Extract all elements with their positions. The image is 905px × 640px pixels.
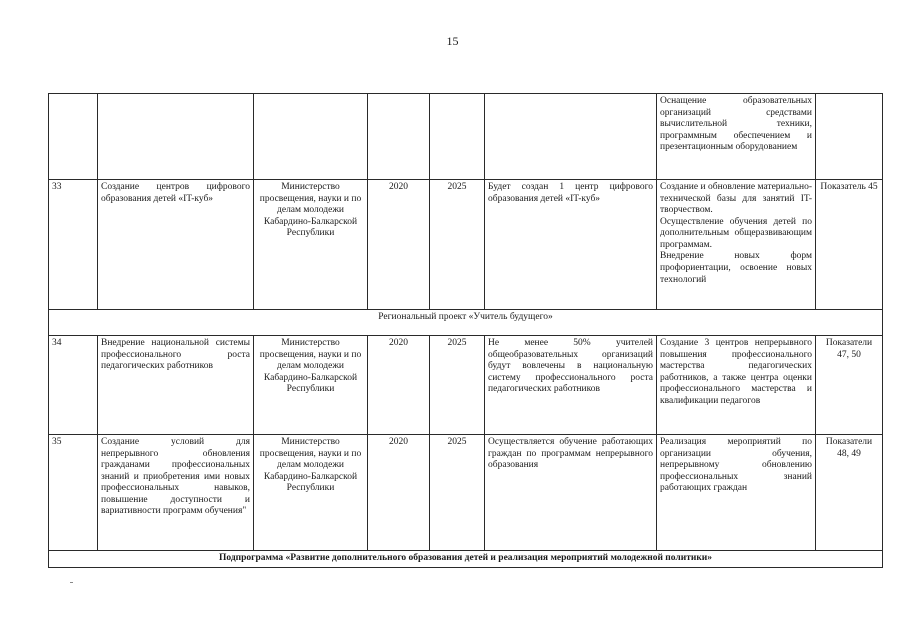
page-number: 15	[446, 34, 459, 48]
cell-result	[485, 94, 657, 180]
cell-name: Внедрение национальной системы профессионального роста педагогических работников	[98, 336, 254, 435]
cell-num: 34	[49, 336, 98, 435]
cell-indicator: Показатели 47, 50	[816, 336, 883, 435]
cell-measures	[657, 180, 816, 310]
cell-result: Будет создан 1 центр цифрового образования детей «IT-куб»	[485, 180, 657, 310]
cell-executor	[254, 94, 368, 180]
cell-start-year: 2020	[368, 180, 430, 310]
cell-start-year	[368, 94, 430, 180]
measure-paragraph: Внедрение новых форм профориентации, освоение новых технологий	[660, 251, 812, 285]
cell-measures: Реализация мероприятий по организации обучения, непрерывному обновлению профессиональных знаний работающих граждан	[657, 435, 816, 551]
cell-num	[49, 94, 98, 180]
section-row-subprogram	[49, 551, 883, 568]
cell-name	[98, 94, 254, 180]
cell-end-year: 2025	[430, 336, 485, 435]
cell-start-year: 2020	[368, 435, 430, 551]
regional-project-title: Региональный проект «Учитель будущего»	[49, 310, 883, 336]
cell-end-year: 2025	[430, 435, 485, 551]
cell-measures: Оснащение образовательных организаций средствами вычислительной техники, программным обеспечением и презентационным оборудованием	[657, 94, 816, 180]
cell-indicator: Показатель 45	[816, 180, 883, 310]
table-row-continued	[49, 94, 883, 180]
cell-result: Не менее 50% учителей общеобразовательных организаций будут вовлечены в национальную систему профессионального роста педагогических работников	[485, 336, 657, 435]
cell-measures: Создание 3 центров непрерывного повышения профессионального мастерства педагогических работников, а также центра оценки профессионального мастерства и квалификации педагогов	[657, 336, 816, 435]
cell-num: 33	[49, 180, 98, 310]
cell-indicator: Показатели 48, 49	[816, 435, 883, 551]
scan-artifact	[70, 582, 73, 583]
cell-num: 35	[49, 435, 98, 551]
table-row-35	[49, 435, 883, 551]
section-row-project	[49, 310, 883, 336]
cell-name: Создание центров цифрового образования детей «IT-куб»	[98, 180, 254, 310]
cell-start-year: 2020	[368, 336, 430, 435]
cell-end-year: 2025	[430, 180, 485, 310]
cell-executor: Министерство просвещения, науки и по делам молодежи Кабардино-Балкарской Республики	[254, 336, 368, 435]
table-row-34	[49, 336, 883, 435]
subprogram-title: Подпрограмма «Развитие дополнительного образования детей и реализация мероприятий молодежной политики»	[49, 551, 883, 568]
cell-name: Создание условий для непрерывного обновления гражданами профессиональных знаний и приобретения ими новых профессиональных навыков, повышение доступности и вариативности программ обучения"	[98, 435, 254, 551]
table-row-33	[49, 180, 883, 310]
cell-executor: Министерство просвещения, науки и по делам молодежи Кабардино-Балкарской Республики	[254, 435, 368, 551]
measure-paragraph: Создание и обновление материально-технической базы для занятий IT-творчеством.	[660, 182, 812, 216]
cell-end-year	[430, 94, 485, 180]
cell-executor: Министерство просвещения, науки и по делам молодежи Кабардино-Балкарской Республики	[254, 180, 368, 310]
measure-paragraph: Осуществление обучения детей по дополнительным общеразвивающим программам.	[660, 216, 812, 250]
cell-indicator	[816, 94, 883, 180]
program-activities-table	[48, 93, 883, 568]
cell-result: Осуществляется обучение работающих граждан по программам непрерывного образования	[485, 435, 657, 551]
